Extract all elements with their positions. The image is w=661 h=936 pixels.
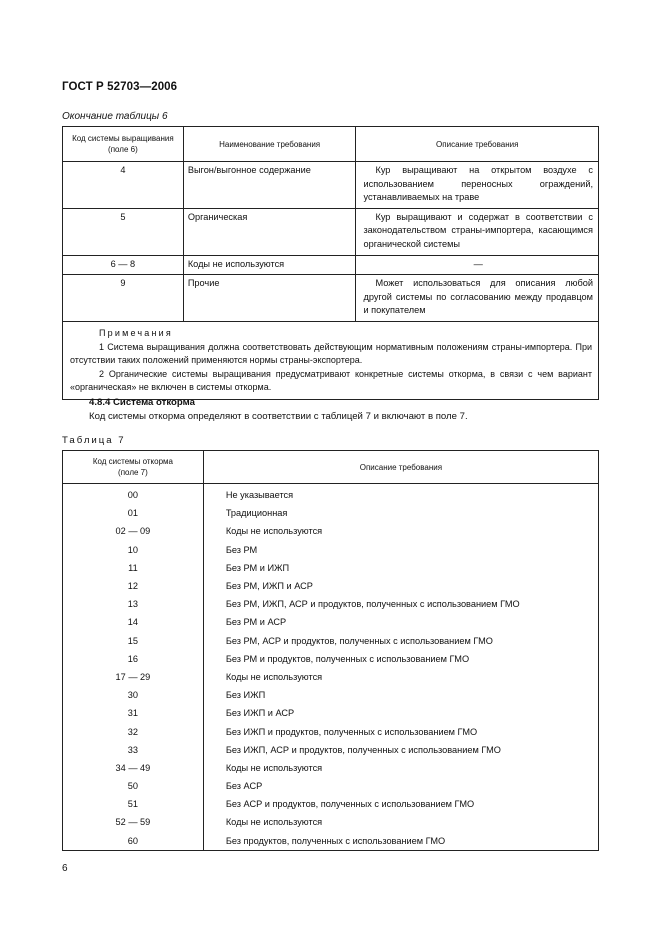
table-7-header-code: Код системы откорма (поле 7) xyxy=(63,451,204,484)
document-header: ГОСТ Р 52703—2006 xyxy=(62,81,178,93)
table-row xyxy=(63,632,599,650)
table-7-description: Без РМ, АСР и продуктов, полученных с использованием ГМО xyxy=(203,632,598,650)
table-7 xyxy=(62,450,599,851)
table-6-name: Прочие xyxy=(183,275,356,322)
note-2: 2 Органические системы выращивания предусматривают конкретные системы откорма, в связи с чем вариант «органическая» не включен в системы откорма. xyxy=(70,368,592,393)
table-6-code: 4 xyxy=(63,162,184,209)
table-7-header-description: Описание требования xyxy=(203,451,598,484)
table-row xyxy=(63,668,599,686)
note-1: 1 Система выращивания должна соответствовать действующим нормативным положениям страны-импортера. При отсутствии таких положений применяются нормы страны-экспортера. xyxy=(70,341,592,366)
table-row xyxy=(63,741,599,759)
table-7-description: Без АСР и продуктов, полученных с использованием ГМО xyxy=(203,795,598,813)
table-6-code: 9 xyxy=(63,275,184,322)
table-7-code: 15 xyxy=(63,632,204,650)
section-text: Код системы откорма определяют в соответствии с таблицей 7 и включают в поле 7. xyxy=(89,411,468,422)
table-7-description: Без продуктов, полученных с использованием ГМО xyxy=(203,832,598,851)
table-6-header-name: Наименование требования xyxy=(183,127,356,162)
table-row xyxy=(63,777,599,795)
table-7-code: 50 xyxy=(63,777,204,795)
table-6-description: Кур выращивают и содержат в соответствии с законодательством страны-импортера, касающимся органической системы xyxy=(356,208,599,255)
notes-title: Примечания xyxy=(99,327,173,338)
table-7-code: 14 xyxy=(63,613,204,631)
table-7-code: 10 xyxy=(63,541,204,559)
table-row xyxy=(63,577,599,595)
table-7-description: Без ИЖП, АСР и продуктов, полученных с использованием ГМО xyxy=(203,741,598,759)
table-7-description: Без РМ, ИЖП и АСР xyxy=(203,577,598,595)
table-7-code: 00 xyxy=(63,486,204,504)
table-row xyxy=(63,795,599,813)
table-row xyxy=(63,541,599,559)
table-7-description: Коды не используются xyxy=(203,668,598,686)
table-row xyxy=(63,522,599,540)
table-6-caption: Окончание таблицы 6 xyxy=(62,111,168,122)
table-6-description: Может использоваться для описания любой другой системы по согласованию между продавцом и покупателем xyxy=(356,275,599,322)
table-row xyxy=(63,504,599,522)
table-row xyxy=(63,759,599,777)
table-7-code: 12 xyxy=(63,577,204,595)
table-7-description: Традиционная xyxy=(203,504,598,522)
table-7-description: Без РМ и АСР xyxy=(203,613,598,631)
table-7-code: 52 — 59 xyxy=(63,813,204,831)
table-7-description: Не указывается xyxy=(203,486,598,504)
table-7-code: 02 — 09 xyxy=(63,522,204,540)
table-row xyxy=(63,832,599,851)
table-7-code: 01 xyxy=(63,504,204,522)
table-6-description: — xyxy=(356,255,599,275)
table-7-code: 60 xyxy=(63,832,204,851)
table-6-name: Коды не используются xyxy=(183,255,356,275)
table-7-description: Без ИЖП xyxy=(203,686,598,704)
table-7-code: 51 xyxy=(63,795,204,813)
table-row xyxy=(63,704,599,722)
table-7-code: 33 xyxy=(63,741,204,759)
table-6-header-code: Код системы выращивания (поле 6) xyxy=(63,127,184,162)
table-6 xyxy=(62,126,599,400)
table-7-description: Коды не используются xyxy=(203,759,598,777)
table-row xyxy=(63,813,599,831)
table-7-description: Без РМ, ИЖП, АСР и продуктов, полученных с использованием ГМО xyxy=(203,595,598,613)
table-7-description: Коды не используются xyxy=(203,522,598,540)
table-6-header-description: Описание требования xyxy=(356,127,599,162)
table-7-code: 13 xyxy=(63,595,204,613)
table-7-description: Без РМ и ИЖП xyxy=(203,559,598,577)
table-row xyxy=(63,595,599,613)
table-row xyxy=(63,559,599,577)
table-7-description: Без РМ и продуктов, полученных с использованием ГМО xyxy=(203,650,598,668)
table-7-code: 17 — 29 xyxy=(63,668,204,686)
table-7-code: 11 xyxy=(63,559,204,577)
table-7-description: Без АСР xyxy=(203,777,598,795)
table-7-code: 30 xyxy=(63,686,204,704)
table-6-notes xyxy=(63,321,599,399)
table-6-name: Выгон/выгонное содержание xyxy=(183,162,356,209)
table-7-description: Без ИЖП и АСР xyxy=(203,704,598,722)
table-row xyxy=(63,650,599,668)
page-number: 6 xyxy=(62,863,68,874)
table-row xyxy=(63,613,599,631)
table-7-code: 31 xyxy=(63,704,204,722)
table-7-code: 32 xyxy=(63,722,204,740)
table-7-description: Коды не используются xyxy=(203,813,598,831)
table-6-name: Органическая xyxy=(183,208,356,255)
table-row xyxy=(63,486,599,504)
table-6-description: Кур выращивают на открытом воздухе с использованием переносных ограждений, устанавливаемых на траве xyxy=(356,162,599,209)
table-row xyxy=(63,686,599,704)
table-7-description: Без РМ xyxy=(203,541,598,559)
table-7-caption: Таблица 7 xyxy=(62,435,126,446)
table-7-code: 34 — 49 xyxy=(63,759,204,777)
table-6-code: 6 — 8 xyxy=(63,255,184,275)
section-title: 4.8.4 Система откорма xyxy=(89,397,195,408)
table-7-description: Без ИЖП и продуктов, полученных с использованием ГМО xyxy=(203,722,598,740)
table-6-code: 5 xyxy=(63,208,184,255)
table-row xyxy=(63,722,599,740)
table-7-code: 16 xyxy=(63,650,204,668)
